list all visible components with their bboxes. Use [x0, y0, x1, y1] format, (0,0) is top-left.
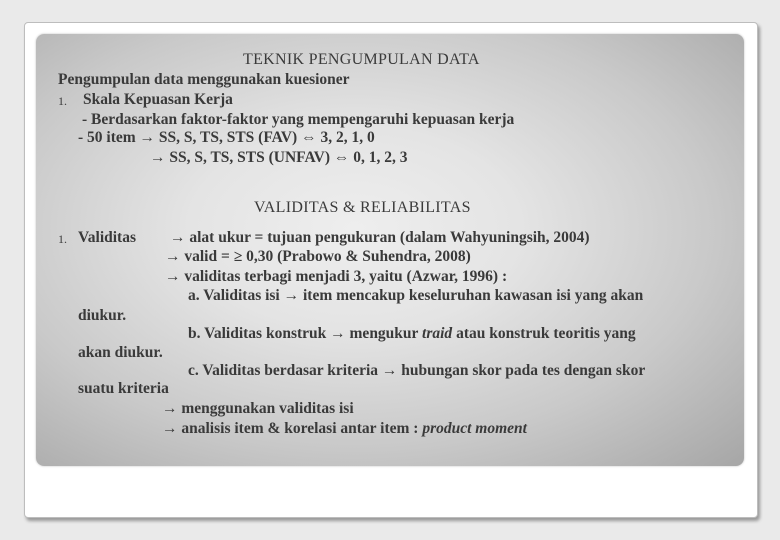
section-title: TEKNIK PENGUMPULAN DATA	[243, 51, 480, 68]
validity-heading: VALIDITAS & RELIABILITAS	[254, 199, 471, 216]
item-analysis-italic: product moment	[422, 420, 527, 437]
criterion-validity-line: c. Validitas berdasar kriteria → hubungan skor pada tes dengan skor	[188, 362, 646, 379]
item-analysis-line	[162, 420, 527, 438]
content-validity-continuation: diukur.	[78, 307, 127, 324]
item-title: Skala Kepuasan Kerja	[83, 91, 233, 108]
construct-validity-prefix: b. Validitas konstruk → mengukur	[188, 325, 423, 342]
item-description: - Berdasarkan faktor-faktor yang mempengaruhi kepuasan kerja	[82, 111, 515, 128]
content-validity-use: → menggunakan validitas isi	[162, 400, 354, 417]
content-validity-line: a. Validitas isi → item mencakup keseluruhan kawasan isi yang akan	[188, 287, 644, 304]
construct-validity-italic: traid	[422, 325, 453, 342]
validity-line-1: → alat ukur = tujuan pengukuran (dalam Wahyuningsih, 2004)	[170, 229, 590, 246]
validity-number: 1.	[58, 232, 67, 246]
construct-validity-suffix: atau konstruk teoritis yang	[452, 325, 636, 342]
validity-line-2: → valid = ≥ 0,30 (Prabowo & Suhendra, 2008)	[165, 248, 471, 265]
construct-validity-line	[188, 325, 636, 343]
favorable-scoring: - 50 item → SS, S, TS, STS (FAV) ⇔ 3, 2, 1, 0	[78, 129, 375, 146]
construct-validity-continuation: akan diukur.	[78, 344, 163, 361]
validity-title: Validitas	[78, 229, 137, 246]
unfavorable-scoring: → SS, S, TS, STS (UNFAV) ⇔ 0, 1, 2, 3	[150, 149, 408, 166]
item-number: 1.	[58, 94, 67, 108]
criterion-validity-continuation: suatu kriteria	[78, 380, 169, 397]
item-analysis-prefix: → analisis item & korelasi antar item :	[162, 420, 423, 437]
intro-text: Pengumpulan data menggunakan kuesioner	[58, 71, 350, 88]
validity-line-3: → validitas terbagi menjadi 3, yaitu (Azwar, 1996) :	[165, 268, 508, 285]
